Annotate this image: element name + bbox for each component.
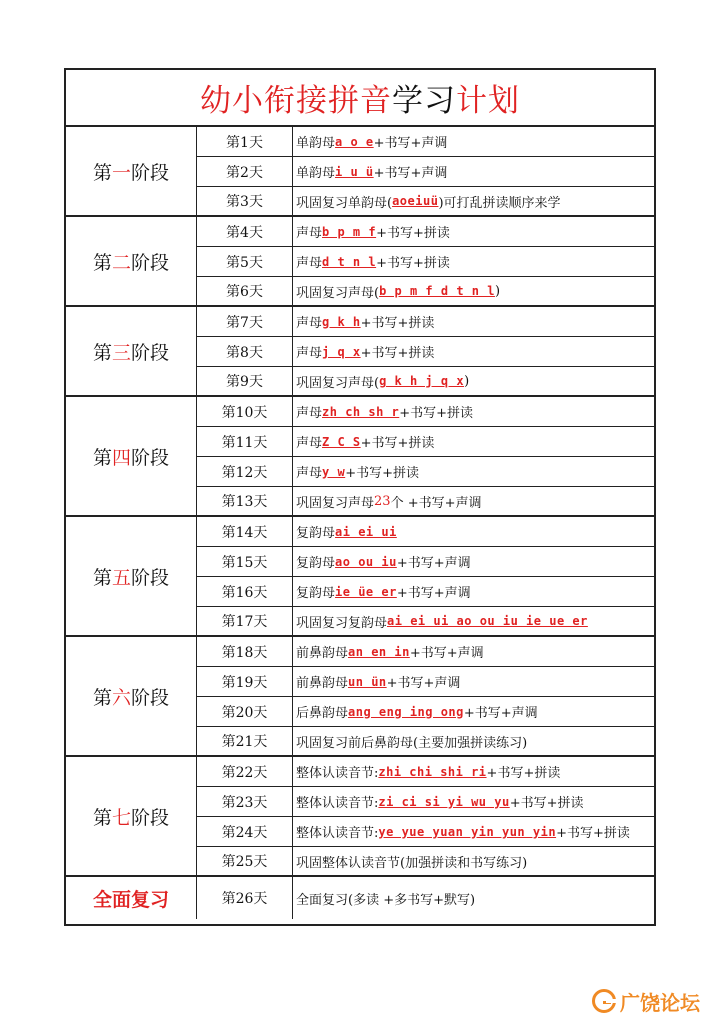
day-cell: 第16天 xyxy=(197,577,293,607)
content-cell xyxy=(293,517,654,547)
title-part-3: 计划 xyxy=(456,83,520,119)
day-cell: 第9天 xyxy=(197,367,293,397)
content-text: 声母 xyxy=(296,436,323,451)
content-text: 巩固复习声母( xyxy=(296,375,380,391)
pinyin-highlight: j q x xyxy=(322,344,361,359)
stage-prefix: 第 xyxy=(92,161,112,184)
content-suffix: +书写+拼读 xyxy=(360,346,435,361)
content-suffix: )可打乱拼读顺序来学 xyxy=(438,195,561,211)
watermark-text: 广饶论坛 xyxy=(620,990,700,1015)
stage-prefix: 第 xyxy=(92,251,112,274)
day-cell: 第6天 xyxy=(197,277,293,307)
content-text: 后鼻韵母 xyxy=(296,706,349,721)
stage-number: 一 xyxy=(111,161,131,184)
content-text: 巩固复习前后鼻韵母(主要加强拼读练习) xyxy=(296,735,528,751)
day-cell: 第13天 xyxy=(197,487,293,517)
day-cell: 第2天 xyxy=(197,157,293,187)
stage-label xyxy=(66,757,197,877)
day-cell: 第15天 xyxy=(197,547,293,577)
stage-prefix: 第 xyxy=(92,566,112,589)
content-suffix: +书写+拼读 xyxy=(360,316,435,331)
stage-suffix: 阶段 xyxy=(131,566,170,589)
pinyin-highlight: zi ci si yi wu yu xyxy=(378,794,510,809)
content-text: 声母 xyxy=(296,346,323,361)
pinyin-highlight: g k h xyxy=(322,314,361,329)
content-cell xyxy=(293,727,654,757)
pinyin-highlight: ai ei ui xyxy=(335,524,397,539)
content-suffix: +书写+拼读 xyxy=(556,826,630,841)
stage-number: 四 xyxy=(111,446,131,469)
day-cell: 第3天 xyxy=(197,187,293,217)
pinyin-highlight: ang eng ing ong xyxy=(348,704,464,719)
day-cell: 第25天 xyxy=(197,847,293,877)
content-suffix: +书写+声调 xyxy=(409,646,484,661)
pinyin-highlight: ao ou iu xyxy=(335,554,397,569)
content-text: 复韵母 xyxy=(296,556,336,571)
content-text: 巩固复习单韵母( xyxy=(296,195,393,211)
content-text: 声母 xyxy=(296,316,323,331)
content-text: 声母 xyxy=(296,466,323,481)
pinyin-highlight: b p m f d t n l xyxy=(379,284,495,298)
pinyin-highlight: b p m f xyxy=(322,224,377,239)
pinyin-highlight: d t n l xyxy=(322,254,377,269)
content-suffix: +书写+声调 xyxy=(373,166,448,181)
day-cell: 第21天 xyxy=(197,727,293,757)
day-cell: 第17天 xyxy=(197,607,293,637)
stage-label xyxy=(66,217,197,307)
content-suffix: +书写+声调 xyxy=(463,706,538,721)
title-part-1: 幼小衔接拼音 xyxy=(200,83,392,119)
content-suffix: +书写+声调 xyxy=(386,676,461,691)
pinyin-highlight: zhi chi shi ri xyxy=(378,764,487,779)
stage-prefix: 第 xyxy=(92,686,112,709)
stage-number: 六 xyxy=(111,686,131,709)
stage-number: 七 xyxy=(111,806,131,829)
stage-label xyxy=(66,397,197,517)
day-cell: 第10天 xyxy=(197,397,293,427)
content-text: 巩固复习复韵母 xyxy=(296,615,388,631)
day-cell: 第4天 xyxy=(197,217,293,247)
pinyin-highlight: 23 xyxy=(374,493,391,509)
day-cell: 第24天 xyxy=(197,817,293,847)
stage-number: 二 xyxy=(111,251,131,274)
content-suffix: ) xyxy=(494,283,501,299)
content-cell xyxy=(293,397,654,427)
day-cell: 第23天 xyxy=(197,787,293,817)
content-text: 巩固复习声母( xyxy=(296,285,380,301)
content-text: 巩固整体认读音节(加强拼读和书写练习) xyxy=(296,855,528,871)
stage-label xyxy=(66,517,197,637)
day-cell: 第14天 xyxy=(197,517,293,547)
stage-suffix: 阶段 xyxy=(131,161,170,184)
content-text: 单韵母 xyxy=(296,166,336,181)
final-day-cell: 第26天 xyxy=(197,877,293,919)
stage-prefix: 第 xyxy=(92,446,112,469)
final-review-label: 全面复习 xyxy=(66,877,197,919)
content-cell xyxy=(293,757,654,787)
stage-number: 五 xyxy=(111,566,131,589)
content-cell xyxy=(293,697,654,727)
content-cell xyxy=(293,577,654,607)
pinyin-highlight: aoeiuü xyxy=(392,194,439,208)
content-cell xyxy=(293,487,654,517)
page-title xyxy=(66,70,654,127)
day-cell: 第19天 xyxy=(197,667,293,697)
day-cell: 第18天 xyxy=(197,637,293,667)
content-text: 整体认读音节: xyxy=(296,766,379,781)
content-cell xyxy=(293,457,654,487)
pinyin-highlight: a o e xyxy=(335,134,374,149)
pinyin-highlight: ye yue yuan yin yun yin xyxy=(378,824,557,839)
plan-table xyxy=(64,68,656,926)
content-suffix: +书写+拼读 xyxy=(360,436,435,451)
stage-suffix: 阶段 xyxy=(131,251,170,274)
day-cell: 第11天 xyxy=(197,427,293,457)
content-text: 前鼻韵母 xyxy=(296,676,349,691)
pinyin-highlight: g k h j q x xyxy=(379,374,465,388)
content-cell xyxy=(293,637,654,667)
content-suffix: ) xyxy=(464,373,470,389)
content-text: 声母 xyxy=(296,256,323,271)
content-suffix: +书写+拼读 xyxy=(509,796,584,811)
content-text: 整体认读音节: xyxy=(296,796,379,811)
content-cell xyxy=(293,847,654,877)
content-text: 声母 xyxy=(296,406,323,421)
day-cell: 第5天 xyxy=(197,247,293,277)
content-text: 巩固复习声母 xyxy=(296,495,375,511)
content-cell xyxy=(293,307,654,337)
day-cell: 第20天 xyxy=(197,697,293,727)
content-cell xyxy=(293,547,654,577)
content-text: 前鼻韵母 xyxy=(296,646,349,661)
stage-suffix: 阶段 xyxy=(131,446,170,469)
content-cell xyxy=(293,817,654,847)
title-part-2: 学习 xyxy=(392,83,456,119)
day-cell: 第1天 xyxy=(197,127,293,157)
pinyin-highlight: an en in xyxy=(348,644,410,659)
content-cell xyxy=(293,187,654,217)
content-cell xyxy=(293,337,654,367)
content-cell xyxy=(293,667,654,697)
day-cell: 第22天 xyxy=(197,757,293,787)
content-text: 复韵母 xyxy=(296,526,336,541)
content-text: 声母 xyxy=(296,226,323,241)
content-suffix: +书写+声调 xyxy=(373,136,448,151)
content-suffix: +书写+拼读 xyxy=(399,406,474,421)
day-cell: 第7天 xyxy=(197,307,293,337)
logo-g-icon xyxy=(592,989,616,1013)
stage-suffix: 阶段 xyxy=(131,806,170,829)
stage-label xyxy=(66,127,197,217)
content-cell xyxy=(293,367,654,397)
content-cell xyxy=(293,247,654,277)
content-suffix: +书写+拼读 xyxy=(376,256,450,271)
pinyin-highlight: y w xyxy=(322,464,346,479)
content-suffix: +书写+声调 xyxy=(396,556,471,571)
pinyin-highlight: un ün xyxy=(348,674,387,689)
final-content-cell: 全面复习(多读 +多书写+默写) xyxy=(296,892,476,908)
stage-suffix: 阶段 xyxy=(131,686,170,709)
day-cell: 第8天 xyxy=(197,337,293,367)
content-cell xyxy=(293,277,654,307)
pinyin-highlight: i u ü xyxy=(335,164,374,179)
content-text: 整体认读音节: xyxy=(296,826,379,841)
content-suffix: +书写+拼读 xyxy=(486,766,561,781)
content-cell xyxy=(293,127,654,157)
stage-suffix: 阶段 xyxy=(131,341,170,364)
content-suffix: +书写+拼读 xyxy=(345,466,419,481)
content-cell xyxy=(293,217,654,247)
content-cell xyxy=(293,157,654,187)
stage-label xyxy=(66,637,197,757)
stage-number: 三 xyxy=(111,341,131,364)
site-watermark xyxy=(592,983,720,1019)
content-cell xyxy=(293,607,654,637)
content-suffix: +书写+声调 xyxy=(396,586,471,601)
content-cell xyxy=(293,787,654,817)
content-text: 单韵母 xyxy=(296,136,336,151)
stage-prefix: 第 xyxy=(92,806,112,829)
pinyin-highlight: ie üe er xyxy=(335,584,397,599)
content-suffix: +书写+拼读 xyxy=(376,226,450,241)
pinyin-highlight: ai ei ui ao ou iu ie ue er xyxy=(387,614,588,628)
content-cell xyxy=(293,427,654,457)
stage-prefix: 第 xyxy=(92,341,112,364)
stage-label xyxy=(66,307,197,397)
content-text: 复韵母 xyxy=(296,586,336,601)
pinyin-highlight: zh ch sh r xyxy=(322,404,400,419)
content-suffix: 个 +书写+声调 xyxy=(390,495,482,511)
pinyin-highlight: Z C S xyxy=(322,434,361,449)
day-cell: 第12天 xyxy=(197,457,293,487)
